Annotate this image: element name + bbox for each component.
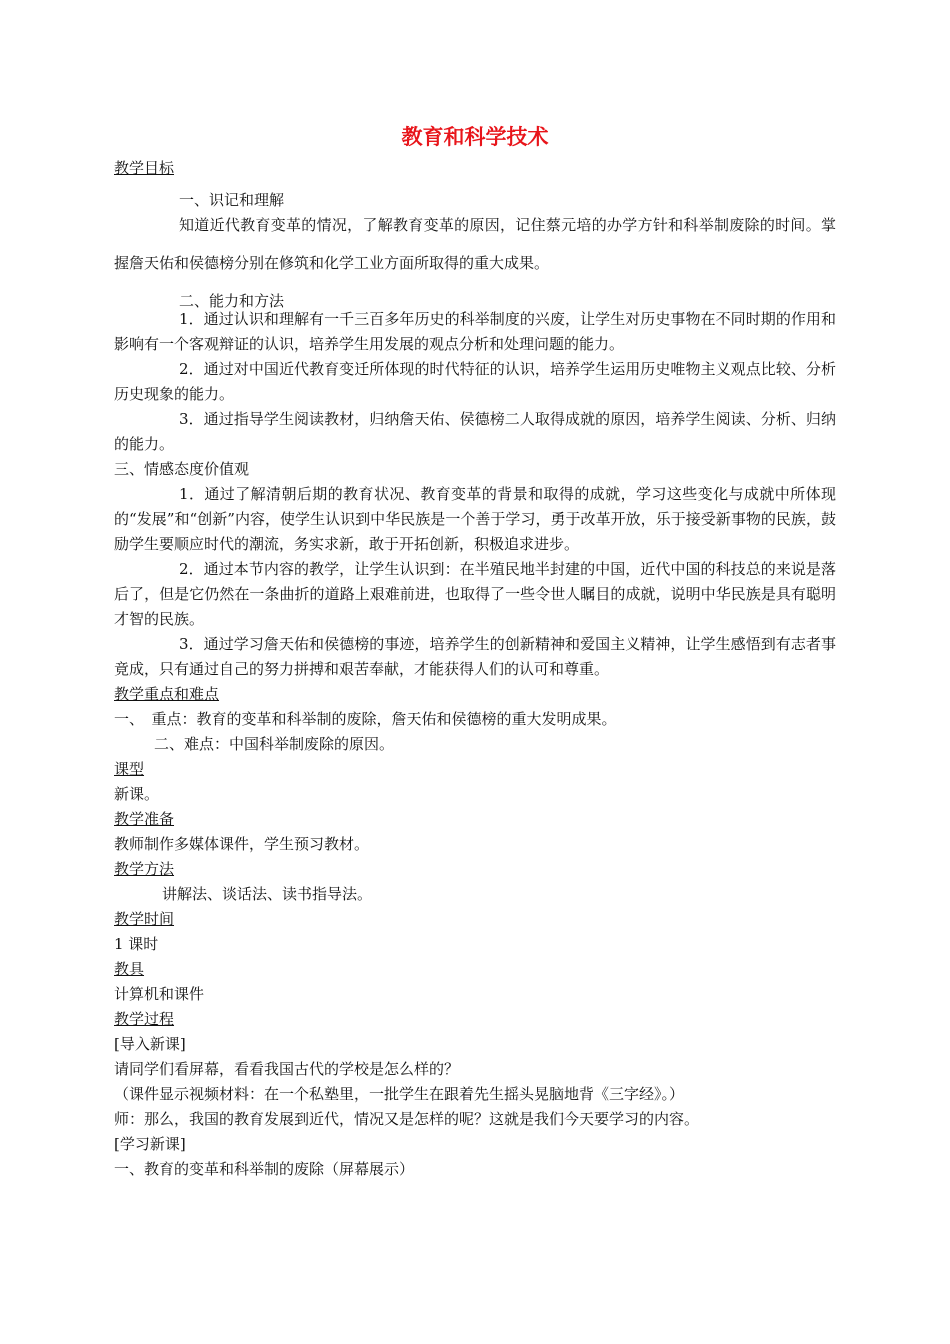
preparation-heading: 教学准备: [114, 810, 175, 828]
method-heading: 教学方法: [114, 860, 175, 878]
process-heading: 教学过程: [114, 1010, 175, 1028]
course-type-heading: 课型: [114, 760, 145, 778]
objectives-section-1-paragraph: 知道近代教育变革的情况，了解教育变革的原因，记住蔡元培的办学方针和科举制废除的时间。掌握詹天佑和侯德榜分别在修筑和化学工业方面所取得的重大成果。: [114, 216, 836, 272]
objectives-section-2-item: 2．通过对中国近代教育变迁所体现的时代特征的认识，培养学生运用历史唯物主义观点比较、分析历史现象的能力。: [114, 360, 836, 403]
key-points-heading: 教学重点和难点: [114, 685, 220, 703]
objectives-section-3-item: 1．通过了解清朝后期的教育状况、教育变革的背景和取得的成就，学习这些变化与成就中所体现的“发展”和“创新”内容，使学生认识到中华民族是一个善于学习，勇于改革开放，乐于接受新事物的民族，鼓励学生要顺应时代的潮流，务实求新，敢于开拓创新，积极追求进步。: [114, 485, 836, 553]
objectives-section-2-title: 二、能力和方法: [179, 292, 285, 310]
process-new-label: [学习新课]: [114, 1135, 186, 1153]
objectives-heading: 教学目标: [114, 159, 175, 177]
objectives-section-3-title: 三、情感态度价值观: [114, 460, 250, 478]
process-intro-line: （课件显示视频材料：在一个私塾里，一批学生在跟着先生摇头晃脑地背《三字经》。）: [114, 1085, 685, 1103]
course-type-value: 新课。: [114, 785, 160, 803]
process-intro-line: 请同学们看屏幕，看看我国古代的学校是怎么样的？: [114, 1060, 460, 1078]
document-page: [114, 118, 836, 1182]
process-new-line: 一、教育的变革和科举制的废除（屏幕展示）: [114, 1160, 415, 1178]
objectives-section-3-item: 3．通过学习詹天佑和侯德榜的事迹，培养学生的创新精神和爱国主义精神，让学生感悟到有志者事竟成，只有通过自己的努力拼搏和艰苦奉献，才能获得人们的认可和尊重。: [114, 635, 836, 678]
process-intro-label: [导入新课]: [114, 1035, 186, 1053]
time-heading: 教学时间: [114, 910, 175, 928]
objectives-section-1-title: 一、识记和理解: [179, 191, 285, 209]
process-intro-line: 师：那么，我国的教育发展到近代，情况又是怎样的呢？这就是我们今天要学习的内容。: [114, 1110, 700, 1128]
objectives-section-2-item: 1．通过认识和理解有一千三百多年历史的科举制度的兴废，让学生对历史事物在不同时期的作用和影响有一个客观辩证的认识，培养学生用发展的观点分析和处理问题的能力。: [114, 310, 836, 353]
key-point-focus: 一、 重点：教育的变革和科举制的废除，詹天佑和侯德榜的重大发明成果。: [114, 710, 617, 728]
objectives-section-2-item: 3．通过指导学生阅读教材，归纳詹天佑、侯德榜二人取得成就的原因，培养学生阅读、分析、归纳的能力。: [114, 410, 836, 453]
tools-value: 计算机和课件: [114, 985, 205, 1003]
objectives-section-3-item: 2．通过本节内容的教学，让学生认识到：在半殖民地半封建的中国，近代中国的科技总的来说是落后了，但是它仍然在一条曲折的道路上艰难前进，也取得了一些令世人瞩目的成就，说明中华民族是具有聪明才智的民族。: [114, 560, 836, 628]
method-value: 讲解法、谈话法、读书指导法。: [162, 885, 373, 903]
preparation-value: 教师制作多媒体课件，学生预习教材。: [114, 835, 370, 853]
document-title: 教育和科学技术: [401, 124, 549, 149]
key-point-difficulty: 二、难点：中国科举制废除的原因。: [154, 735, 395, 753]
time-value: 1 课时: [114, 935, 159, 953]
tools-heading: 教具: [114, 960, 145, 978]
